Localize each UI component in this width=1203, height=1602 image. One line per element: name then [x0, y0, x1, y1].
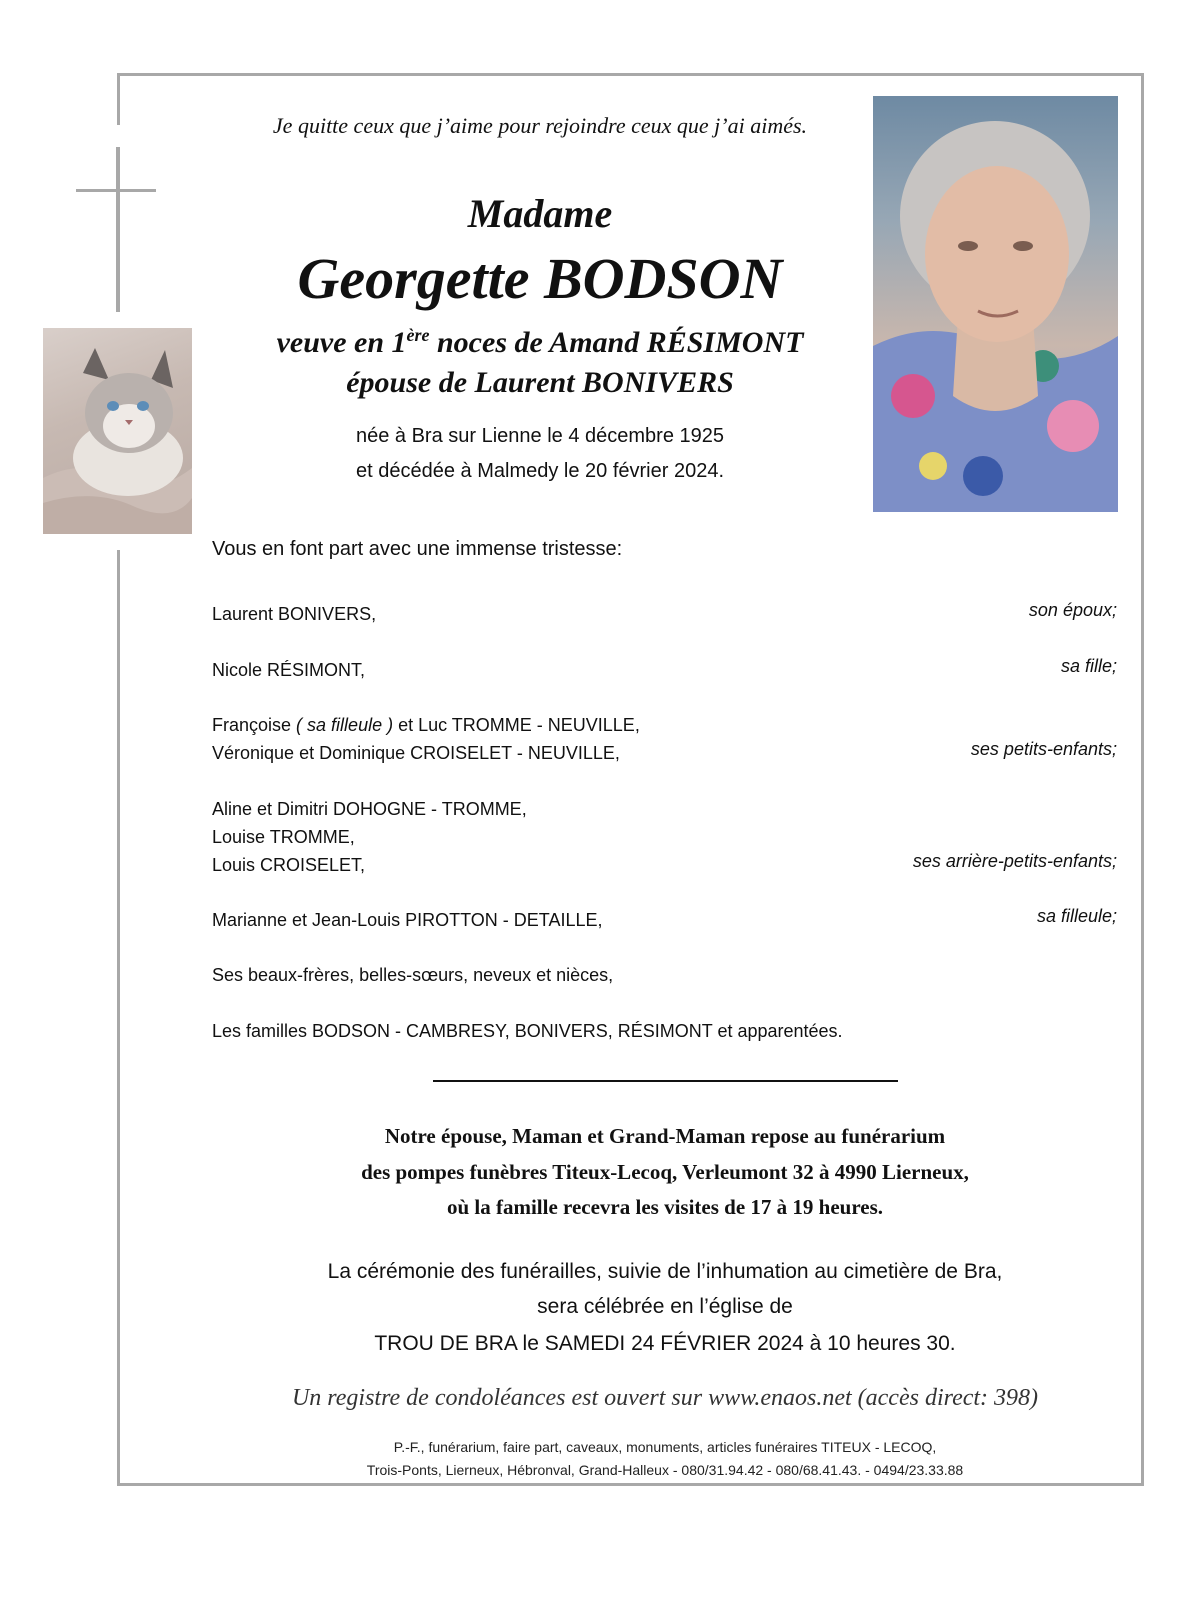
- family-inlaws: Ses beaux-frères, belles-sœurs, neveux et nièces,: [212, 965, 614, 985]
- cat-illustration: [43, 328, 192, 534]
- footer-line-1: P.-F., funérarium, faire part, caveaux, monuments, articles funéraires TITEUX - LECOQ,: [393, 1439, 937, 1455]
- border-gap-top: [112, 125, 126, 147]
- intro-text: Vous en font part avec une immense tristesse:: [212, 538, 623, 560]
- rest-line-3: où la famille recevra les visites de 17 à 19 heures.: [446, 1195, 884, 1219]
- family-spouse: Laurent BONIVERS,: [212, 604, 377, 624]
- divider: [433, 1080, 898, 1082]
- relation-great-grandchildren: ses arrière-petits-enfants;: [912, 851, 1117, 871]
- condolence-registry: Un registre de condoléances est ouvert sur www.enaos.net (accès direct: 398): [291, 1385, 1039, 1411]
- ceremony-line-1: La cérémonie des funérailles, suivie de l’inhumation au cimetière de Bra,: [327, 1260, 1003, 1283]
- portrait-illustration: [873, 96, 1118, 512]
- footer-line-2: Trois-Ponts, Lierneux, Hébronval, Grand-Halleux - 080/31.94.42 - 080/68.41.43. - 0494/23.33.88: [366, 1462, 964, 1478]
- family-great-grandchildren: Aline et Dimitri DOHOGNE - TROMME, Louise TROMME, Louis CROISELET,: [212, 799, 527, 875]
- family-daughter: Nicole RÉSIMONT,: [212, 660, 366, 680]
- opening-quote: Je quitte ceux que j’aime pour rejoindre ceux que j’ai aimés.: [272, 113, 808, 138]
- cross-icon-vertical: [116, 147, 119, 312]
- widow-line: veuve en 1ère noces de Amand RÉSIMONT: [276, 325, 804, 359]
- family-relatives: Les familles BODSON - CAMBRESY, BONIVERS, RÉSIMONT et apparentées.: [212, 1021, 843, 1041]
- ceremony-line-2: sera célébrée en l’église de: [537, 1295, 793, 1318]
- ceremony-line-3: TROU DE BRA le SAMEDI 24 FÉVRIER 2024 à 10 heures 30.: [374, 1332, 956, 1355]
- family-grandchildren: Françoise ( sa filleule ) et Luc TROMME - NEUVILLE, Véronique et Dominique CROISELET - NEUVILLE,: [212, 715, 640, 763]
- cross-icon-horizontal: [76, 189, 156, 192]
- deceased-name: Georgette BODSON: [297, 246, 783, 311]
- relation-godchild: sa filleule;: [1036, 906, 1117, 926]
- portrait-photo: [873, 96, 1118, 512]
- rest-line-1: Notre épouse, Maman et Grand-Maman repose au funérarium: [384, 1124, 946, 1148]
- death-line: et décédée à Malmedy le 20 février 2024.: [356, 460, 724, 482]
- rest-line-2: des pompes funèbres Titeux-Lecoq, Verleumont 32 à 4990 Lierneux,: [361, 1160, 969, 1184]
- birth-line: née à Bra sur Lienne le 4 décembre 1925: [355, 425, 725, 447]
- honorific: Madame: [467, 191, 613, 236]
- family-godchild: Marianne et Jean-Louis PIROTTON - DETAILLE,: [212, 910, 603, 930]
- cat-photo: [43, 328, 192, 534]
- relation-spouse: son époux;: [1028, 600, 1117, 620]
- spouse-line: épouse de Laurent BONIVERS: [346, 366, 734, 399]
- relation-daughter: sa fille;: [1060, 656, 1117, 676]
- relation-grandchildren: ses petits-enfants;: [970, 739, 1117, 759]
